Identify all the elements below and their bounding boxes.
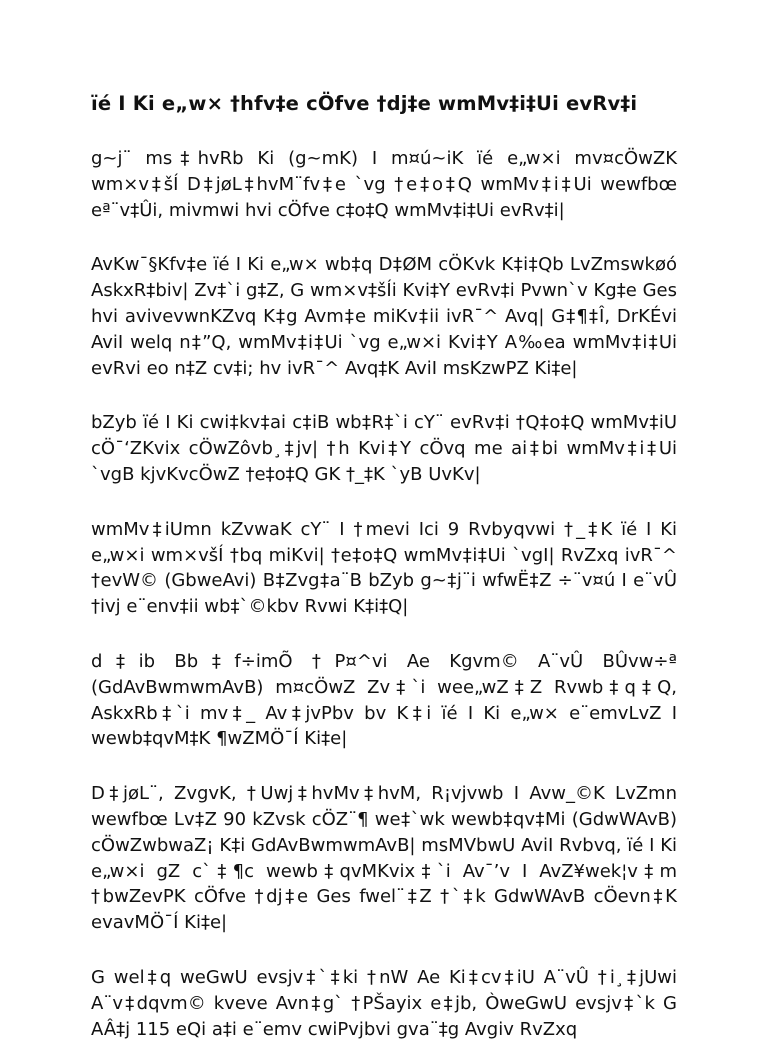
paragraph-2: AvKw¯§Kfv‡e ïé I Ki e„w× wb‡q D‡ØM cÖKvk K‡i‡Qb LvZmswkøó AskxR‡biv| Zv‡`i g‡Z, G wm×v‡šÍi Kvi‡Y evRv‡i Pvwn`v Kg‡e Ges hvi avivevwnKZvq K‡g Avm‡e miKv‡ii ivR¯^ Avq| G‡¶‡Î, DrKÉvi AviI welq n‡”Q, wmMv‡i‡Ui `vg e„w×i Kvi‡Y A‰ea wmMv‡i‡Ui evRvi eo n‡Z cv‡i; hv ivR¯^ Avq‡K AviI msKzwPZ Ki‡e| (91, 254, 677, 379)
paragraph-4: wmMv‡iUmn kZvwaK cY¨ I †mevi Ici 9 Rvbyqvwi †_‡K ïé I Ki e„w×i wm×všÍ †bq miKvi| †e‡o‡Q wmMv‡i‡Ui `vgI| RvZxq ivR¯^ †evW© (GbweAvi) B‡Zvg‡a¨B bZyb g~‡j¨i wfwË‡Z ÷¨v¤ú I e¨vÛ †ivj e¨env‡ii wb‡`©kbv Rvwi K‡i‡Q| (91, 518, 677, 618)
paragraph-5: d‡ib Bb‡f÷imÕ †P¤^vi Ae Kgvm© A¨vÛ BÛvw÷ª (GdAvBwmwmAvB) m¤cÖwZ Zv‡`i wee„wZ‡Z Rvwb‡q‡Q, AskxRb‡`i mv‡_ Av‡jvPbv bv K‡i ïé I Ki e„w× e¨emvLvZ I wewb‡qvM‡K ¶wZMÖ¯Í Ki‡e| (91, 650, 677, 750)
paragraph-7: G wel‡q weGwU evsjv‡`‡ki †nW Ae Ki‡cv‡iU A¨vÛ †i¸‡jUwi A¨v‡dqvm© kveve Avn‡g` †PŠayix e‡jb, ÒweGwU evsjv‡`k G AÂ‡j 115 eQi a‡i e¨emv cwiPvjbvi gva¨‡g Avgiv RvZxq (91, 966, 677, 1040)
paragraph-1: g~j¨ ms‡hvRb Ki (g~mK) I m¤ú~iK ïé e„w×i mv¤cÖwZK wm×v‡šÍ D‡jøL‡hvM¨fv‡e `vg †e‡o‡Q wmMv‡i‡Ui wewfbœ eª¨v‡Ûi, mivmwi hvi cÖfve c‡o‡Q wmMv‡i‡Ui evRv‡i| (91, 148, 677, 221)
paragraph-3: bZyb ïé I Ki cwi‡kv‡ai c‡iB wb‡R‡`i cY¨ evRv‡i †Q‡o‡Q wmMv‡iU cÖ¯‘ZKvix cÖwZôvb¸‡jv| †h Kvi‡Y cÖvq me ai‡bi wmMv‡i‡Ui `vgB kjvKvcÖwZ †e‡o‡Q GK †_‡K `yB UvKv| (91, 412, 677, 485)
paragraph-6: D‡jøL¨, ZvgvK, †Uwj‡hvMv‡hvM, R¡vjvwb I Avw_©K LvZmn wewfbœ Lv‡Z 90 kZvsk cÖZ¨¶ we‡`wk wewb‡qv‡Mi (GdwWAvB) cÖwZwbwaZ¡ K‡i GdAvBwmwmAvB| msMVbwU AviI Rvbvq, ïé I Ki e„w×i gZ c`‡¶c wewb‡qvMKvix‡`i Av¯’v I AvZ¥wek¦v‡m †bwZevPK cÖfve †dj‡e Ges fwel¨‡Z †`‡k GdwWAvB cÖevn‡K evavMÖ¯Í Ki‡e| (91, 783, 677, 934)
article-title: ïé I Ki e„w× †hfv‡e cÖfve †dj‡e wmMv‡i‡Ui evRv‡i (91, 92, 638, 115)
